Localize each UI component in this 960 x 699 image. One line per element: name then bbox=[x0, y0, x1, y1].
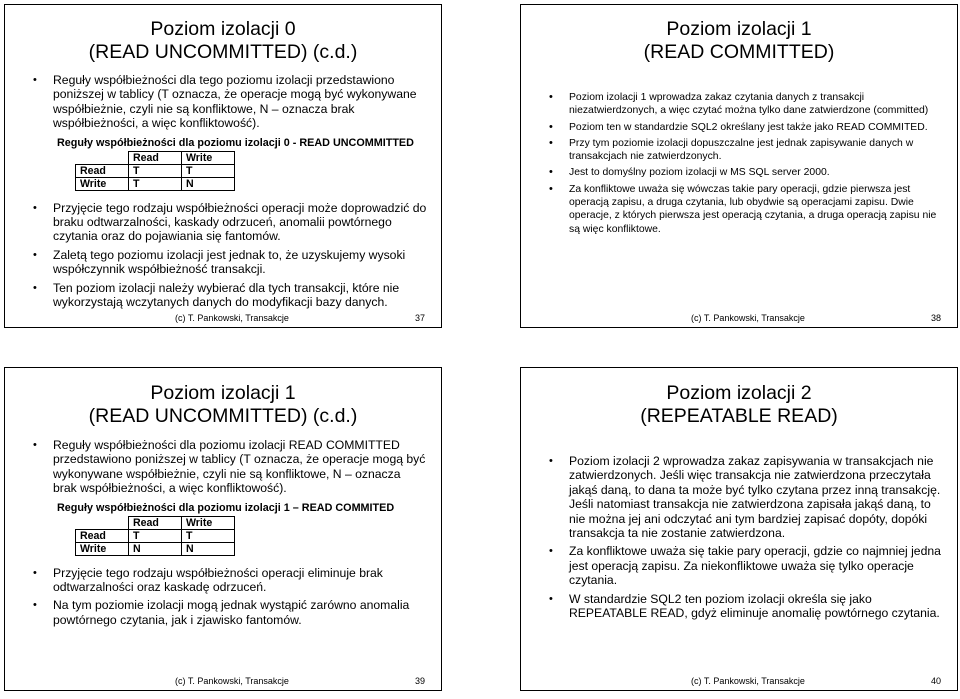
bullet-icon: • bbox=[549, 91, 553, 103]
bullet-icon: • bbox=[33, 439, 37, 451]
footer-author: (c) T. Pankowski, Transakcje bbox=[175, 313, 289, 323]
footer-author: (c) T. Pankowski, Transakcje bbox=[175, 676, 289, 686]
title-line-1: Poziom izolacji 0 bbox=[150, 18, 296, 40]
table-row: Write T N bbox=[76, 177, 235, 190]
title-line-2: (READ UNCOMMITTED) (c.d.) bbox=[88, 405, 358, 427]
bullet-item: • Reguły współbieżności dla tego poziomu izolacji przedstawiono poniższej w tablicy (T oznacza, że operacje mogą być wykonywane współbieżnie, czyli nie są konfliktowe, N – oznacza brak współbieżności, a więc konfliktowość). bbox=[33, 73, 417, 131]
slide-content bbox=[549, 91, 943, 239]
bullet-icon: • bbox=[549, 545, 553, 558]
bullet-item: • W standardzie SQL2 ten poziom izolacji określa się jako REPEATABLE READ, gdyż eliminuje anomalię powtórnego czytania. bbox=[549, 591, 940, 621]
slide-title bbox=[521, 382, 957, 428]
bullet-icon: • bbox=[33, 248, 37, 261]
slide-title bbox=[5, 18, 441, 64]
bullet-icon: • bbox=[33, 599, 37, 612]
table-caption: Reguły współbieżności dla poziomu izolacji 0 - READ UNCOMMITTED bbox=[57, 136, 414, 149]
bullet-item: • Na tym poziomie izolacji mogą jednak wystąpić zarówno anomalia powtórnego czytania, jak i zjawisko fantomów. bbox=[33, 598, 410, 627]
slide-content bbox=[33, 438, 427, 631]
table-row: Read T T bbox=[76, 529, 235, 542]
bullet-item: • Za konfliktowe uważa się takie pary operacji, gdzie co najmniej jedna jest operacją zapisu. Za niekonfliktowe uważa się tylko operacje czytania. bbox=[549, 544, 941, 588]
table-row: Read T T bbox=[76, 164, 235, 177]
bullet-icon: • bbox=[549, 182, 553, 195]
bullet-item: • Przy tym poziomie izolacji dopuszczalne jest jednak zapisywanie danych w transakcjach nie zatwierdzonych. bbox=[549, 136, 914, 163]
bullet-item: • Przyjęcie tego rodzaju współbieżności operacji może doprowadzić do braku odtwarzalności, kaskady odrzuceń, anomalii powtórnego czytania oraz do pojawiania się fantomów. bbox=[33, 200, 427, 244]
title-line-1: Poziom izolacji 1 bbox=[666, 18, 812, 40]
bullet-icon: • bbox=[549, 455, 553, 467]
slide-37 bbox=[4, 4, 442, 328]
slide-38 bbox=[520, 4, 958, 328]
bullet-icon: • bbox=[549, 166, 553, 179]
bullet-item: • Poziom izolacji 1 wprowadza zakaz czytania danych z transakcji niezatwierdzonych, a więc czytać można tylko dane zatwierdzone (committed) bbox=[549, 91, 929, 117]
bullet-item: • Ten poziom izolacji należy wybierać dla tych transakcji, które nie wykorzystają wczytanych danych do modyfikacji bazy danych. bbox=[33, 280, 400, 310]
slide-40 bbox=[520, 367, 958, 691]
title-line-1: Poziom izolacji 1 bbox=[150, 382, 296, 404]
bullet-item: • Reguły współbieżności dla poziomu izolacji READ COMMITTED przedstawiono poniższej w tablicy (T oznacza, że operacje mogą być wykonywane współbieżnie, czyli nie są konfliktowe, N – oznacza brak współbieżności, a więc konfliktowość). bbox=[33, 438, 426, 496]
page-number: 37 bbox=[414, 313, 425, 323]
slide-39 bbox=[4, 367, 442, 691]
bullet-icon: • bbox=[549, 120, 553, 133]
page-number: 39 bbox=[414, 676, 425, 686]
bullet-icon: • bbox=[549, 592, 553, 605]
title-line-2: (READ COMMITTED) bbox=[643, 41, 835, 63]
bullet-icon: • bbox=[33, 281, 37, 294]
footer-author: (c) T. Pankowski, Transakcje bbox=[691, 313, 805, 323]
title-line-2: (REPEATABLE READ) bbox=[640, 405, 838, 427]
bullet-item: • Przyjęcie tego rodzaju współbieżności operacji eliminuje brak odtwarzalności oraz kaskadę odrzuceń. bbox=[33, 565, 383, 595]
table-row: Read Write bbox=[76, 151, 235, 164]
table-caption: Reguły współbieżności dla poziomu izolacji 1 – READ COMMITED bbox=[57, 501, 395, 514]
bullet-icon: • bbox=[33, 74, 37, 86]
slide-title bbox=[5, 382, 441, 428]
bullet-item: • Poziom ten w standardzie SQL2 określany jest także jako READ COMMITED. bbox=[549, 120, 928, 133]
bullet-icon: • bbox=[549, 136, 553, 149]
footer-author: (c) T. Pankowski, Transakcje bbox=[691, 676, 805, 686]
slide-content bbox=[549, 454, 943, 624]
title-line-1: Poziom izolacji 2 bbox=[666, 382, 812, 404]
concurrency-table bbox=[75, 151, 235, 191]
concurrency-table bbox=[75, 516, 235, 556]
slide-title bbox=[521, 18, 957, 64]
bullet-item: • Jest to domyślny poziom izolacji w MS SQL server 2000. bbox=[549, 166, 830, 179]
page-number: 40 bbox=[930, 676, 941, 686]
table-row: Write N N bbox=[76, 542, 235, 555]
bullet-icon: • bbox=[33, 566, 37, 579]
bullet-item: • Poziom izolacji 2 wprowadza zakaz zapisywania w transakcjach nie zatwierdzonych. Jeśli więc transakcja nie zatwierdzona przeczytała jakąś daną, to dana ta może być tylko czytana przez inną transakcję. Jeśli natomiast transakcja nie zatwierdzona zapisała jakąś daną, to nie można jej ani odczytać ani tym bardziej zapisać dopóty, dopóki transakcja ta nie zostanie zatwierdzona. bbox=[549, 454, 941, 541]
slide-content bbox=[33, 73, 427, 313]
page-number: 38 bbox=[930, 313, 941, 323]
bullet-icon: • bbox=[33, 201, 37, 214]
bullet-item: • Zaletą tego poziomu izolacji jest jednak to, że uzyskujemy wysoki współczynnik współbieżność transakcji. bbox=[33, 247, 406, 277]
bullet-item: • Za konfliktowe uważa się wówczas takie pary operacji, gdzie pierwsza jest operacją zapisu, a druga czytania, lub obydwie są operacjami zapisu. Dwie operacje, z których pierwsza jest operacją czytania, a druga operacją zapisu nie są więc konfliktowe. bbox=[549, 182, 937, 235]
title-line-2: (READ UNCOMMITTED) (c.d.) bbox=[88, 41, 358, 63]
table-row: Read Write bbox=[76, 516, 235, 529]
